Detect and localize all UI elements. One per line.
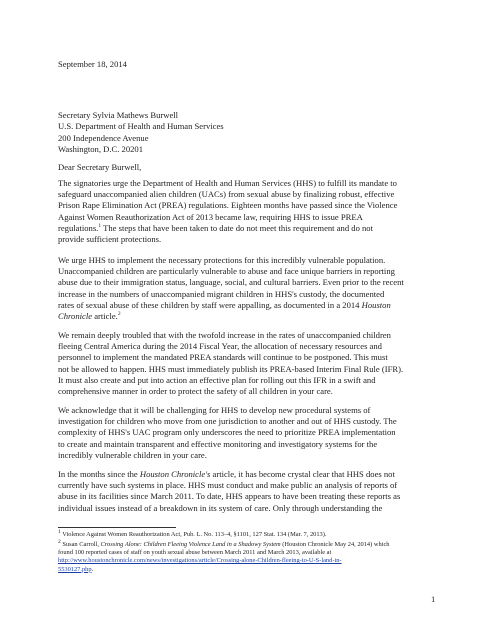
paragraph-line: abuse in its facilities since March 2011. To date, HHS appears to have been treating these reports as (58, 491, 401, 502)
paragraph-line (58, 311, 440, 322)
footnote-2 (58, 538, 440, 574)
address-line: U.S. Department of Health and Human Services (58, 121, 224, 132)
paragraph-line: individual issues instead of a breakdown in its system of care. Only through understanding the (58, 502, 383, 513)
text-run: In the months since the (58, 469, 140, 479)
text-run: article, it has become crystal clear that HHS does not (210, 469, 395, 479)
address-line: 200 Independence Avenue (58, 132, 149, 143)
page-number: 1 (431, 594, 436, 604)
paragraph-line: abuse due to their immigration status, language, social, and cultural barriers. Even prior to the recent (58, 277, 404, 288)
footnote-ref-2: 2 (117, 311, 121, 318)
italic-publication: Houston (361, 299, 391, 310)
footnote-marker: 2 (58, 538, 61, 545)
footnote-ref-1: 1 (98, 222, 102, 229)
text-run: The steps that have been taken to date do not meet this requirement and do not (101, 222, 373, 233)
paragraph-line: We acknowledge that it will be challenging for HHS to develop new procedural systems of (58, 405, 371, 415)
paragraph-line: fleeing Central America during the 2014 Fiscal Year, the allocation of necessary resources and (58, 341, 382, 352)
footnote-text: Violence Against Women Reauthorization Act, Pub. L. No. 113–4, §1101, 127 Stat. 134 (Mar. 7, 2013). (60, 531, 327, 538)
footnote-line (58, 528, 440, 539)
source-link[interactable]: http://www.houstonchronicle.com/news/investigations/article/Crossing-alone-Children-fleeing-to-U-S-land-in- (58, 557, 342, 565)
text-run: regulations. (58, 222, 99, 233)
footnote-line (58, 538, 440, 549)
footnote-separator (58, 527, 176, 528)
paragraph-line (58, 223, 440, 234)
paragraph-line: investigation for children who move from one jurisdiction to another and out of HHS custody. The (58, 416, 397, 427)
paragraph-line: safeguard unaccompanied alien children (UACs) from sexual abuse by finalizing robust, effective (58, 189, 395, 200)
paragraph-line: complexity of HHS's UAC program only underscores the need to prioritize PREA implementation (58, 427, 396, 438)
paragraph-line: incredibly vulnerable children in your care. (58, 449, 207, 460)
recipient-address (58, 110, 224, 155)
paragraph-4 (58, 405, 440, 461)
paragraph-1 (58, 178, 440, 245)
paragraph-line: We urge HHS to implement the necessary protections for this incredibly vulnerable population. (58, 255, 386, 265)
italic-publication: Houston Chronicle's (139, 469, 211, 479)
footnote-text: Susan Carroll, (60, 541, 101, 548)
paragraph-line: to create and maintain transparent and effective monitoring and investigatory systems for the (58, 438, 378, 449)
source-link[interactable]: 5530127.php (58, 565, 92, 573)
paragraph-line: Prison Rape Elimination Act (PREA) regulations. Eighteen months have passed since the Violence (58, 200, 398, 211)
paragraph-line: Against Women Reauthorization Act of 2013 became law, requiring HHS to issue PREA (58, 211, 363, 222)
paragraph-line: The signatories urge the Department of Health and Human Services (HHS) to fulfill its mandate to (58, 178, 397, 188)
paragraph-line: currently have such systems in place. HHS must conduct and make public an analysis of reports of (58, 480, 398, 491)
footnote-article-title: Crossing Alone: Children Fleeing Violence Land in a Shadowy System (100, 541, 281, 548)
paragraph-line (58, 469, 440, 480)
footnote-marker: 1 (58, 528, 61, 535)
paragraph-line: It must also create and put into action an effective plan for rolling out this IFR in a swift and (58, 374, 376, 385)
paragraph-3 (58, 330, 440, 397)
paragraph-line: Unaccompanied children are particularly vulnerable to abuse and face unique barriers in reporting (58, 266, 395, 277)
address-line: Secretary Sylvia Mathews Burwell (58, 110, 179, 120)
footnote-line (58, 566, 440, 574)
paragraph-5 (58, 469, 440, 514)
footnote-text: . (91, 565, 94, 573)
footnote-line: found 100 reported cases of staff on youth sexual abuse between March 2011 and March 2013, available at (58, 549, 332, 557)
paragraph-line: increase in the numbers of unaccompanied migrant children in HHS's custody, the documented (58, 288, 385, 299)
footnote-line (58, 557, 440, 565)
text-run: article. (92, 311, 118, 322)
paragraph-line: personnel to implement the mandated PREA standards will continue to be postponed. This must (58, 352, 388, 363)
paragraph-line: comprehensive manner in order to protect the safety of all children in your care. (58, 386, 333, 397)
salutation: Dear Secretary Burwell, (58, 162, 142, 172)
footnote-text: (Houston Chronicle May 24, 2014) which (280, 541, 390, 548)
footnote-1 (58, 528, 440, 539)
paragraph-2 (58, 255, 440, 322)
address-line: Washington, D.C. 20201 (58, 143, 144, 154)
paragraph-line (58, 300, 440, 311)
paragraph-line: not be allowed to happen. HHS must immediately publish its PREA-based Interim Final Rule (IFR). (58, 363, 404, 374)
letter-date: September 18, 2014 (58, 59, 127, 69)
text-run: rates of sexual abuse of these children by staff were appalling, as documented in a 2014 (58, 299, 362, 310)
paragraph-line: provide sufficient protections. (58, 234, 162, 245)
paragraph-line: We remain deeply troubled that with the twofold increase in the rates of unaccompanied children (58, 330, 391, 340)
italic-publication: Chronicle (58, 311, 93, 322)
